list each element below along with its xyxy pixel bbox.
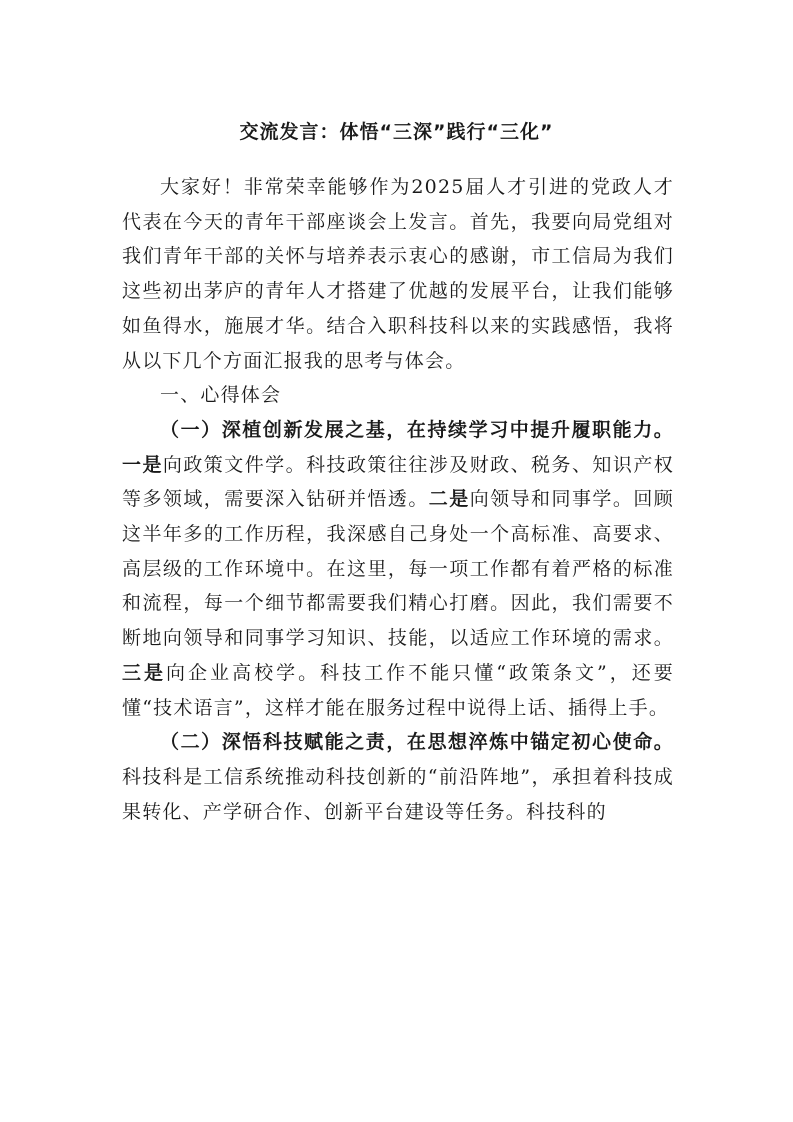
point-2-keyword: 二是 — [428, 488, 470, 511]
point-2-text: 向领导和同事学。回顾这半年多的工作历程，我深感自己身处一个高标准、高要求、高层级的工作环境中。在这里，每一项工作都有着严格的标准和流程，每一个细节都需要我们精心打磨。因此，我们需要不断地向领导和同事学习知识、技能，以适应工作环境的需求。 — [122, 488, 674, 650]
intro-paragraph: 大家好！非常荣幸能够作为2025届人才引进的党政人才代表在今天的青年干部座谈会上发言。首先，我要向局党组对我们青年干部的关怀与培养表示衷心的感谢，市工信局为我们这些初出茅庐的青年人才搭建了优越的发展平台，让我们能够如鱼得水，施展才华。结合入职科技科以来的实践感悟，我将从以下几个方面汇报我的思考与体会。 — [122, 176, 674, 372]
subsection-2-text: 科技科是工信系统推动科技创新的“前沿阵地”，承担着科技成果转化、产学研合作、创新平台建设等任务。科技科的 — [122, 765, 674, 823]
point-3-keyword: 三是 — [122, 661, 167, 684]
subsection-2-heading: （二）深悟科技赋能之责，在思想淬炼中锚定初心使命。 — [160, 731, 674, 754]
document-body — [122, 170, 674, 829]
subsection-1-heading: （一）深植创新发展之基，在持续学习中提升履职能力。 — [160, 418, 674, 441]
subsection-1-paragraph — [122, 413, 674, 725]
section-heading-1: 一、心得体会 — [160, 384, 282, 407]
document-title: 交流发言：体悟“三深”践行“三化” — [239, 121, 554, 143]
point-3-text: 向企业高校学。科技工作不能只懂“政策条文”，还要懂“技术语言”，这样才能在服务过程中说得上话、插得上手。 — [122, 661, 674, 719]
point-1-text: 向政策文件学。科技政策往往涉及财政、税务、知识产权等多领域，需要深入钻研并悟透。 — [122, 453, 674, 511]
subsection-2-paragraph — [122, 725, 674, 829]
point-1-keyword: 一是 — [122, 453, 163, 476]
